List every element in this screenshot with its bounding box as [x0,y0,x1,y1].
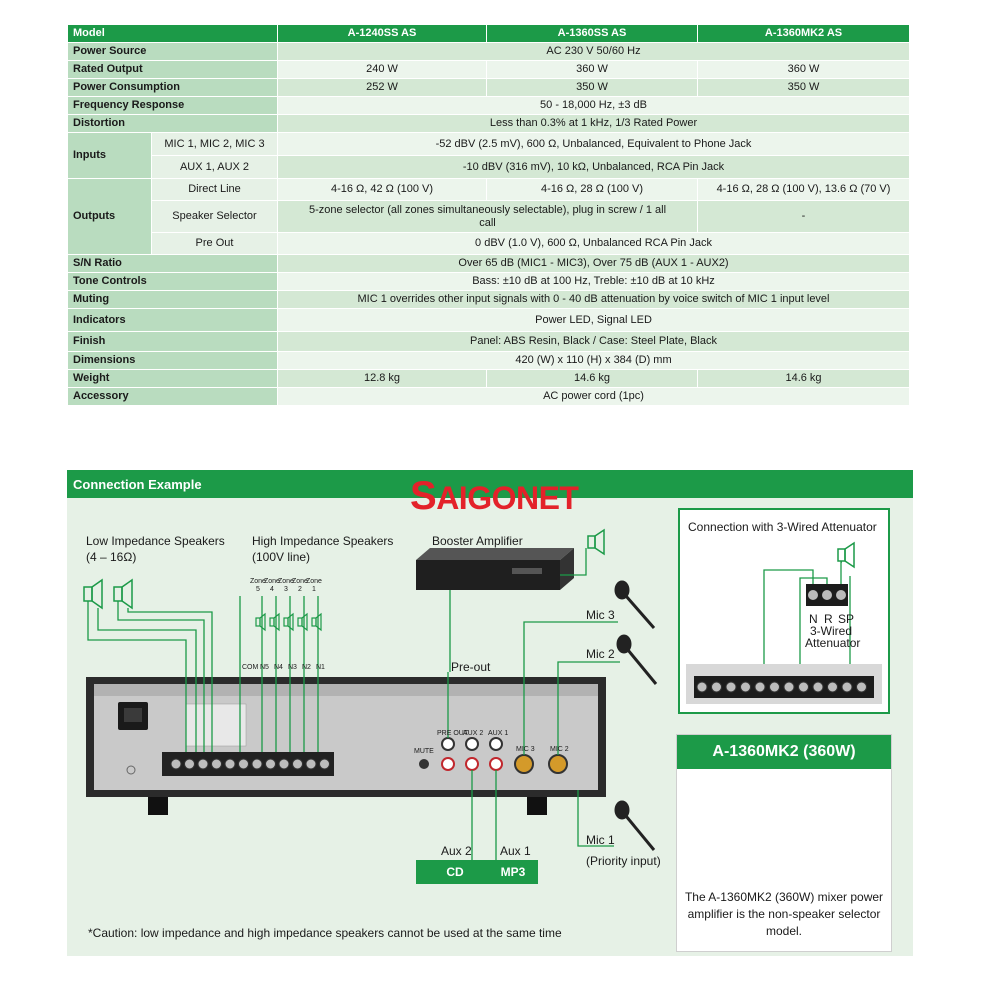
cell-value: AC 230 V 50/60 Hz [278,43,910,61]
row-label: Weight [68,370,278,388]
cell-value: Less than 0.3% at 1 kHz, 1/3 Rated Power [278,115,910,133]
cell-value: 420 (W) x 110 (H) x 384 (D) mm [278,352,910,370]
mic3-label: Mic 3 [586,608,615,622]
row-label: Distortion [68,115,278,133]
cell-value: 4-16 Ω, 42 Ω (100 V) [278,179,487,201]
terminal-screw [171,759,181,769]
aux2-label: Aux 2 [441,844,472,858]
high-impedance-title: High Impedance Speakers [252,534,394,548]
row-label: Dimensions [68,352,278,370]
sub-label: MIC 1, MIC 2, MIC 3 [152,133,278,156]
brand-logo: SAIGONET [410,474,579,518]
cell-value: 14.6 kg [698,370,910,388]
high-impedance-speakers [256,614,321,630]
row-label: Frequency Response [68,97,278,115]
mk2-model-box [676,734,892,952]
sub-label: Speaker Selector [152,201,278,233]
row-label: Outputs [68,179,152,255]
cell-value: 350 W [487,79,698,97]
attenuator-label-line1: 3-Wired [810,624,853,638]
panel-label: PRE OUT [437,730,469,737]
terminal-label: N1 [316,664,325,671]
terminal-screw [212,759,222,769]
cell-value: - [698,201,910,233]
mp3-source-label: MP3 [488,860,538,884]
row-label: S/N Ratio [68,255,278,273]
attenuator-terminal-screw [828,682,838,692]
row-label: Rated Output [68,61,278,79]
cell-value: 360 W [698,61,910,79]
cd-source-label: CD [416,860,494,884]
terminal-screw [239,759,249,769]
row-label: Indicators [68,309,278,332]
sub-label: Direct Line [152,179,278,201]
panel-label: MUTE [414,748,434,755]
attenuator-terminal-sp: SP [838,612,855,626]
cell-value: 4-16 Ω, 28 Ω (100 V) [487,179,698,201]
priority-input-label: (Priority input) [586,854,661,868]
mic1-icon [616,802,654,850]
cell-value: 5-zone selector (all zones simultaneously selectable), plug in screw / 1 all call [278,201,698,233]
cell-value: 50 - 18,000 Hz, ±3 dB [278,97,910,115]
terminal-screw [252,759,262,769]
cell-value: 12.8 kg [278,370,487,388]
attenuator-title: Connection with 3-Wired Attenuator [688,520,877,534]
row-label: Accessory [68,388,278,406]
cell-value: Over 65 dB (MIC1 - MIC3), Over 75 dB (AUX 1 - AUX2) [278,255,910,273]
cell-value: Bass: ±10 dB at 100 Hz, Treble: ±10 dB at 10 kHz [278,273,910,291]
mute-jack [419,759,429,769]
row-label: Power Source [68,43,278,61]
terminal-screw [198,759,208,769]
cell-value: 4-16 Ω, 28 Ω (100 V), 13.6 Ω (70 V) [698,179,910,201]
cell-value: 252 W [278,79,487,97]
aux1-label: Aux 1 [500,844,531,858]
caution-note: *Caution: low impedance and high impedance speakers cannot be used at the same time [88,926,562,940]
attenuator-terminal-screw [857,682,867,692]
mk2-model-description: The A-1360MK2 (360W) mixer power amplifier is the non-speaker selector model. [684,890,884,938]
attenuator-terminal-screw [770,682,780,692]
panel-label: AUX 1 [488,730,509,737]
zone-number: 1 [312,586,316,593]
cell-value: -52 dBV (2.5 mV), 600 Ω, Unbalanced, Equivalent to Phone Jack [278,133,910,156]
attenuator-terminal-screw [799,682,809,692]
zone-label: Zone [278,578,294,585]
cell-value: 14.6 kg [487,370,698,388]
attenuator-terminal-screw [755,682,765,692]
terminal-label: COM [242,664,259,671]
booster-speaker [588,530,604,554]
attenuator-terminal-screw [741,682,751,692]
row-label: Inputs [68,133,152,179]
terminal-screw [279,759,289,769]
attenuator-terminal-screw [842,682,852,692]
zone-label: Zone [292,578,308,585]
terminal-screw [225,759,235,769]
terminal-label: N4 [274,664,283,671]
zone-number: 5 [256,586,260,593]
cell-value: 0 dBV (1.0 V), 600 Ω, Unbalanced RCA Pin Jack [278,233,910,255]
attenuator-terminal-screw [813,682,823,692]
mic2-icon [618,636,656,684]
panel-label: MIC 3 [516,746,535,753]
row-label: Tone Controls [68,273,278,291]
terminal-label: N5 [260,664,269,671]
attenuator-terminal-screw [712,682,722,692]
cell-value: AC power cord (1pc) [278,388,910,406]
cell-value: 240 W [278,61,487,79]
zone-label: Zone [264,578,280,585]
pre-out-label: Pre-out [451,660,491,674]
row-label: Power Consumption [68,79,278,97]
mk2-model-title: A-1360MK2 (360W) [677,735,891,769]
row-label: Muting [68,291,278,309]
terminal-label: N2 [302,664,311,671]
col-header-a1360ss: A-1360SS AS [487,25,698,43]
cell-value: MIC 1 overrides other input signals with 0 - 40 dB attenuation by voice switch of MIC 1 input level [278,291,910,309]
cell-value: Power LED, Signal LED [278,309,910,332]
terminal-screw [185,759,195,769]
attenuator-terminal-screw [726,682,736,692]
terminal-screw [320,759,330,769]
low-impedance-speakers [84,580,132,608]
col-header-a1360mk2: A-1360MK2 AS [698,25,910,43]
terminal-screw [293,759,303,769]
panel-label: AUX 2 [463,730,484,737]
cell-value: 360 W [487,61,698,79]
low-impedance-range: (4 – 16Ω) [86,550,137,564]
attenuator-label-line2: Attenuator [805,636,861,650]
booster-amplifier [416,548,574,590]
zone-label: Zone [250,578,266,585]
panel-label: MIC 2 [550,746,569,753]
attenuator-terminal-screw [697,682,707,692]
terminal-screw [306,759,316,769]
cell-value: Panel: ABS Resin, Black / Case: Steel Plate, Black [278,332,910,352]
attenuator-terminal-n: N [809,612,818,626]
col-header-a1240ss: A-1240SS AS [278,25,487,43]
attenuator-terminal-screw [784,682,794,692]
sub-label: Pre Out [152,233,278,255]
connection-title: Connection Example [73,477,202,492]
mic2-jack [549,755,567,773]
zone-number: 3 [284,586,288,593]
zone-number: 2 [298,586,302,593]
terminal-screw [266,759,276,769]
cell-value: 350 W [698,79,910,97]
col-header-model: Model [68,25,278,43]
high-impedance-range: (100V line) [252,550,311,564]
mic2-label: Mic 2 [586,647,615,661]
attenuator-terminal-r: R [824,612,833,626]
zone-label: Zone [306,578,322,585]
row-label: Finish [68,332,278,352]
mic3-icon [616,582,654,628]
low-impedance-title: Low Impedance Speakers [86,534,225,548]
sub-label: AUX 1, AUX 2 [152,156,278,179]
mic3-jack [515,755,533,773]
mic1-label: Mic 1 [586,833,615,847]
cell-value: -10 dBV (316 mV), 10 kΩ, Unbalanced, RCA Pin Jack [278,156,910,179]
terminal-label: N3 [288,664,297,671]
booster-label: Booster Amplifier [432,534,523,548]
zone-number: 4 [270,586,274,593]
